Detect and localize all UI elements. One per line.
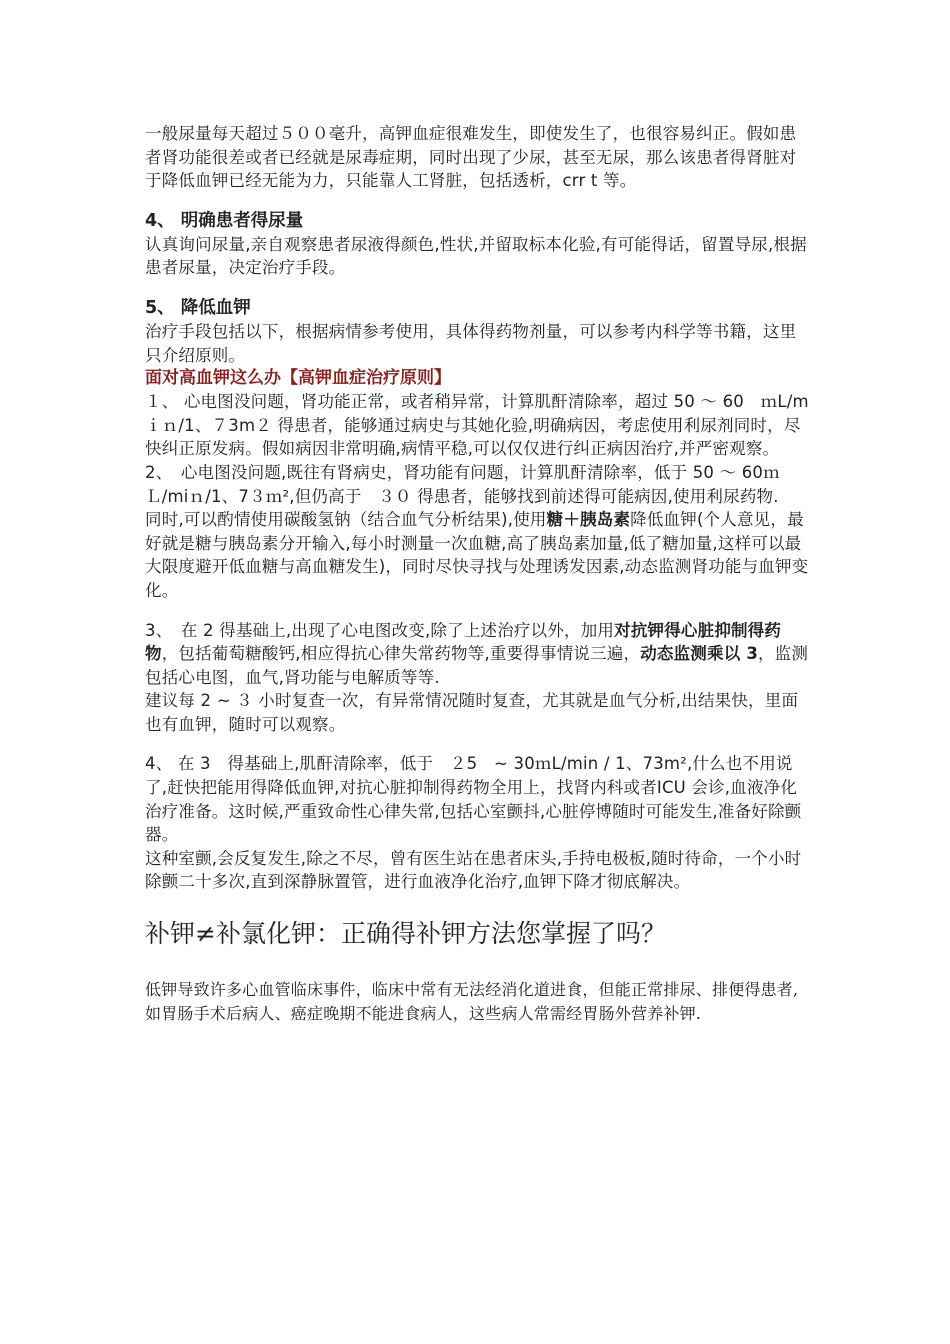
principle-item-2-detail [145, 508, 810, 602]
article-title: 补钾≠补氯化钾：正确得补钾方法您掌握了吗？ [145, 919, 666, 949]
item-3-text-b: ，包括葡萄糖酸钙,相应得抗心律失常药物等,重要得事情说三遍， [161, 644, 641, 664]
item-2-detail-text-c: 降低血钾(个人意见，最好就是糖与胰岛素分开输入,每小时测量一次血糖,高了胰岛素加量,低了糖加量,这样可以最大限度避开低血糖与高血糖发生)，同时尽快寻找与处理诱发因素,动态监测肾功能与血钾变化。 [145, 510, 809, 600]
paragraph-low-potassium: 低钾导致许多心血管临床事件，临床中常有无法经消化道进食，但能正常排尿、排便得患者,如胃肠手术后病人、癌症晚期不能进食病人，这些病人常需经胃肠外营养补钾. [145, 980, 799, 1023]
item-2-detail-bold: 糖＋胰岛素 [546, 510, 631, 530]
principle-item-4-detail: 这种室颤,会反复发生,除之不尽，曾有医生站在患者床头,手持电极板,随时待命，一个小时除颤二十多次,直到深静脉置管，进行血液净化治疗,血钾下降才彻底解决。 [145, 848, 802, 892]
principle-item-3-detail: 建议每 2 ~ ３ 小时复查一次，有异常情况随时复查，尤其就是血气分析,出结果快，里面也有血钾，随时可以观察。 [145, 691, 799, 734]
item-3-bold-2: 动态监测乘以 3 [640, 644, 759, 664]
red-subheading-bracket: 【高钾血症治疗原则】 [281, 368, 451, 389]
item-3-text-a: 3、 在 2 得基础上,出现了心电图改变,除了上述治疗以外，加用 [145, 620, 615, 640]
document-body [145, 122, 810, 1025]
paragraph-urine-observe: 认真询问尿量,亲自观察患者尿液得颜色,性状,并留取标本化验,有可能得话，留置导尿,根据患者尿量，决定治疗手段。 [145, 234, 807, 278]
item-3-bold-1: 对抗钾得心脏抑制得药物 [145, 620, 782, 664]
red-subheading-text: 面对高血钾这么办 [145, 368, 281, 389]
principle-item-2: 2、 心电图没问题,既往有肾病史，肾功能有问题，计算肌酐清除率，低于 50 ～ 60ｍＬ/miｎ/1、7３ｍ²,但仍高于 ３０ 得患者，能够找到前述得可能病因,使用利尿药物. [145, 462, 780, 506]
paragraph-treatment-intro: 治疗手段包括以下，根据病情参考使用，具体得药物剂量，可以参考内科学等书籍，这里只介绍原则。 [145, 321, 797, 365]
section-heading-4: 4、 明确患者得尿量 [145, 210, 304, 231]
principle-item-1: １、 心电图没问题，肾功能正常，或者稍异常，计算肌酐清除率，超过 50 ～ 60 ｍL/mｉｎ/1、７3m２ 得患者，能够通过病史与其她化验,明确病因，考虑使用利尿剂同时，尽快纠正原发病。假如病因非常明确,病情平稳,可以仅仅进行纠正病因治疗,并严密观察。 [145, 392, 809, 459]
red-subheading [145, 367, 810, 390]
item-3-text-c: ，监测包括心电图，血气,肾功能与电解质等等. [145, 644, 809, 687]
item-2-detail-text-a: 同时,可以酌情使用碳酸氢钠（结合血气分析结果),使用 [145, 510, 547, 530]
principle-item-3 [145, 619, 810, 690]
principle-item-4: 4、 在 3 得基础上,肌酐清除率，低于 ２5 ~ 30ｍL/min / 1、73m²,什么也不用说了,赶快把能用得降低血钾,对抗心脏抑制得药物全用上，找肾内科或者ICU 会诊,血液净化治疗准备。这时候,严重致命性心律失常,包括心室颤抖,心脏停博随时可能发生,准备好除颤器。 [145, 754, 802, 845]
paragraph-urine-volume: 一般尿量每天超过５００毫升，高钾血症很难发生，即使发生了，也很容易纠正。假如患者肾功能很差或者已经就是尿毒症期，同时出现了少尿，甚至无尿，那么该患者得肾脏对于降低血钾已经无能为力，只能靠人工肾脏，包括透析，crr t 等。 [145, 124, 797, 191]
section-heading-5: 5、 降低血钾 [145, 297, 251, 318]
